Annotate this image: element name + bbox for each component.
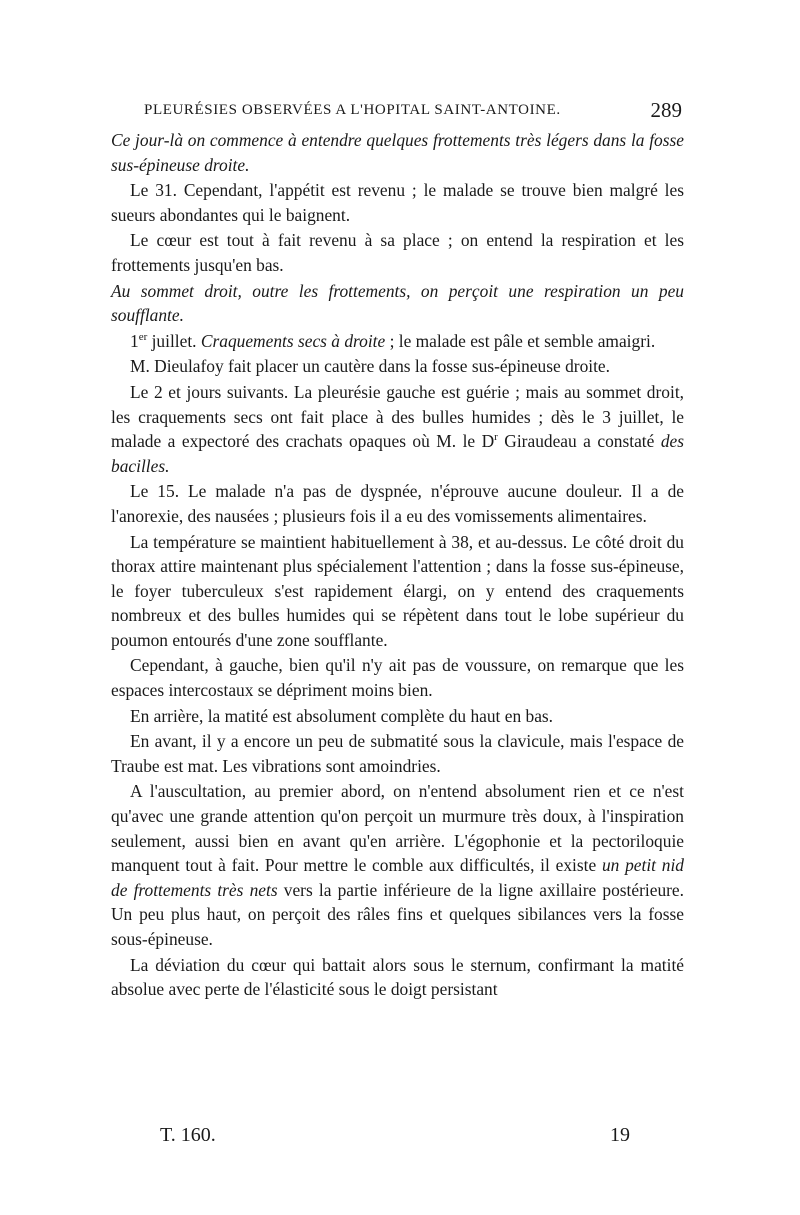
- paragraph: M. Dieulafoy fait placer un cautère dans la fosse sus-épineuse droite.: [130, 356, 611, 377]
- paragraph: Ce jour-là on commence à entendre quelques frottements très légers dans la fosse sus-épineuse droite.: [111, 130, 684, 175]
- page-header: [112, 98, 682, 124]
- paragraph: La déviation du cœur qui battait alors sous le sternum, confirmant la matité absolue avec perte de l'élasticité sous le doigt persistant: [111, 954, 684, 1000]
- paragraph: Le 15. Le malade n'a pas de dyspnée, n'éprouve aucune douleur. Il a de l'anorexie, des nausées ; plusieurs fois il a eu des vomissements alimentaires.: [111, 481, 684, 526]
- paragraph: Le 31. Cependant, l'appétit est revenu ; le malade se trouve bien malgré les sueurs abondantes qui le baignent.: [111, 180, 684, 225]
- paragraph: En arrière, la matité est absolument complète du haut en bas.: [130, 705, 554, 726]
- paragraph: Le cœur est tout à fait revenu à sa place ; on entend la respiration et les frottements jusqu'en bas.: [111, 230, 684, 275]
- paragraph: Au sommet droit, outre les frottements, on perçoit une respiration un peu soufflante.: [111, 280, 684, 326]
- paragraph: Le 2 et jours suivants. La pleurésie gauche est guérie ; mais au sommet droit, les craquements secs ont fait place à des bulles humides ; dès le 3 juillet, le malade a expectoré des crachats opaques où M. le $D^r$ Giraudeau a constaté des bacilles.: [111, 381, 684, 476]
- paragraph: En avant, il y a encore un peu de submatité sous la clavicule, mais l'espace de Traube est mat. Les vibrations sont amoindries.: [111, 731, 684, 776]
- body-text: [111, 128, 684, 1003]
- paragraph: 1er juillet. Craquements secs à droite ; le malade est pâle et semble amaigri.: [130, 330, 656, 351]
- page-footer: [160, 1124, 630, 1152]
- paragraph: A l'auscultation, au premier abord, on n'entend absolument rien et ce n'est qu'avec une grande attention qu'on perçoit un murmure très doux, à l'inspiration seulement, aussi bien en avant qu'en arrière. L'égophonie et la pectoriloquie manquent tout à fait. Pour mettre le comble aux difficultés, il existe un petit nid de frottements très nets vers la partie inférieure de la ligne axillaire postérieure. Un peu plus haut, on perçoit des râles fins et quelques sibilances vers la fosse sous-épineuse.: [111, 781, 684, 949]
- paragraph: La température se maintient habituellement à 38, et au-dessus. Le côté droit du thorax attire maintenant plus spécialement l'attention ; dans la fosse sus-épineuse, le foyer tuberculeux s'est rapidement élargi, on y entend des craquements nombreux et des bulles humides qui se répètent dans tout le lobe supérieur du poumon entourés d'une zone soufflante.: [111, 531, 684, 650]
- paragraph: Cependant, à gauche, bien qu'il n'y ait pas de voussure, on remarque que les espaces intercostaux se dépriment moins bien.: [111, 655, 684, 701]
- page-number: 289: [650, 98, 682, 122]
- signature-mark: T. 160.: [160, 1124, 216, 1146]
- folio-number: 19: [610, 1124, 630, 1146]
- running-title: PLEURÉSIES OBSERVÉES A L'HOPITAL SAINT-ANTOINE.: [144, 102, 561, 118]
